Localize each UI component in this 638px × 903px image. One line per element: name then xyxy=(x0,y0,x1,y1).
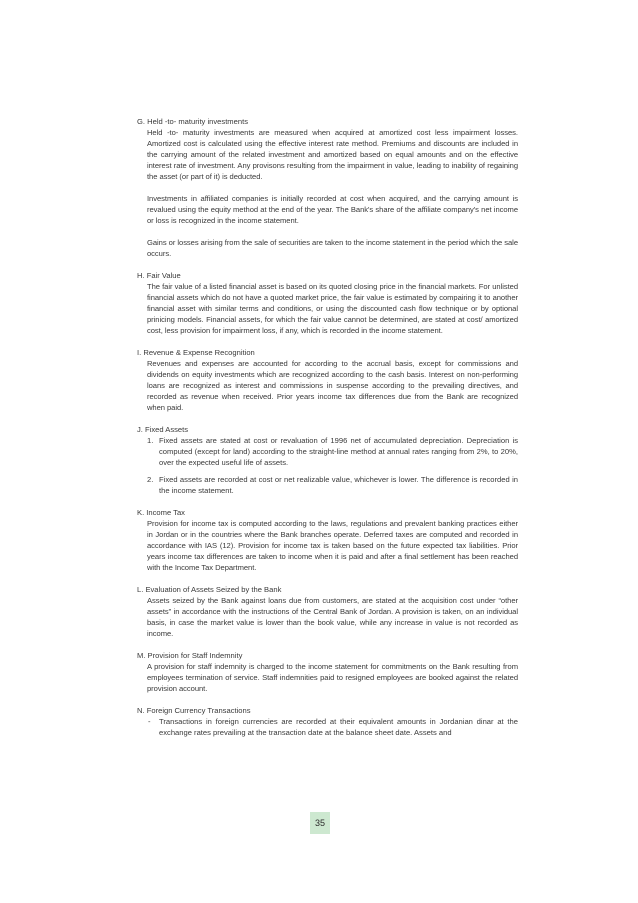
item-number: 1. xyxy=(147,436,154,445)
section-g-paragraph-2: Investments in affiliated companies is initially recorded at cost when acquired, and the carrying amount is revalued using the equity method at the end of the year. The Bank's share of the affiliate company's net income or loss is recognized in the income statement. xyxy=(147,194,518,225)
spacer xyxy=(137,413,518,424)
section-title-g: G. Held -to- maturity investments xyxy=(137,117,248,126)
section-title-j: J. Fixed Assets xyxy=(137,425,189,434)
section-title-h: H. Fair Value xyxy=(137,271,181,280)
section-title-m: M. Provision for Staff Indemnity xyxy=(137,651,243,660)
section-g-paragraph-3: Gains or losses arising from the sale of securities are taken to the income statement in the period which the sale occurs. xyxy=(147,238,518,258)
spacer xyxy=(137,496,518,507)
spacer xyxy=(137,226,518,237)
spacer xyxy=(137,259,518,270)
spacer xyxy=(137,694,518,705)
section-h-paragraph-1: The fair value of a listed financial asset is based on its quoted closing price in the financial markets. For unlisted financial assets which do not have a quoted market price, the fair value is estimated by compairing it to another financial asset with similar terms and conditions, or using the discounted cash flow technique or by optional prinicing models. Financial assets, for which the fair value cannot be determined, are stated at cost/ amortized cost, less provision for impairment loss, if any, which is recorded in the income statement. xyxy=(147,282,518,335)
section-title-k: K. Income Tax xyxy=(137,508,185,517)
page-number: 35 xyxy=(310,812,330,834)
item-text: Transactions in foreign currencies are recorded at their equivalent amounts in Jordanian dinar at the exchange rates prevailing at the transaction date at the balance sheet date. Assets and xyxy=(159,717,518,737)
section-title-i: I. Revenue & Expense Recognition xyxy=(137,348,255,357)
spacer xyxy=(137,336,518,347)
document-body xyxy=(137,116,518,738)
item-text: Fixed assets are recorded at cost or net realizable value, whichever is lower. The difference is recorded in the income statement. xyxy=(159,475,518,495)
dashed-item xyxy=(137,716,518,738)
section-title-n: N. Foreign Currency Transactions xyxy=(137,706,251,715)
numbered-item xyxy=(137,435,518,468)
section-k-paragraph-1: Provision for income tax is computed according to the laws, regulations and prevalent banking practices either in Jordan or in the countries where the Bank branches operate. Deferred taxes are computed and recorded in accordance with IAS (12). Provision for income tax is taken based on the future expected tax liabilities. Prior years income tax differences are taken to income when it is paid and after a final settlement has been reached with the Income Tax Department. xyxy=(147,519,518,572)
section-l-paragraph-1: Assets seized by the Bank against loans due from customers, are stated at the acquisition cost under “other assets” in accordance with the instructions of the Central Bank of Jordan. A provision is taken, on an individual basis, in case the market value is lower than the book value, while any increase in value is not recorded as income. xyxy=(147,596,518,638)
item-text: Fixed assets are stated at cost or revaluation of 1996 net of accumulated depreciation. Depreciation is computed (except for land) according to the straight-line method at annual rates ranging from 2%, to 20%, over the expected useful life of assets. xyxy=(159,436,518,467)
spacer xyxy=(137,182,518,193)
item-number: 2. xyxy=(147,475,154,484)
section-i-paragraph-1: Revenues and expenses are accounted for according to the accrual basis, except for commissions and dividends on equity investments which are recognized according to the cash basis. Interest on non-performing loans are recognized as interest and commissions in suspense according to the prevailing directives, and recorded as revenue when received. Prior years income tax differences due from the Bank are recognized when paid. xyxy=(147,359,518,412)
item-dash: - xyxy=(148,717,151,726)
section-title-l: L. Evaluation of Assets Seized by the Bank xyxy=(137,585,282,594)
spacer xyxy=(137,639,518,650)
spacer xyxy=(137,573,518,584)
numbered-item xyxy=(137,474,518,496)
section-g-paragraph-1: Held -to- maturity investments are measured when acquired at amortized cost less impairment losses. Amortized cost is calculated using the effective interest rate method. Premiums and discounts are included in the carrying amount of the related investment and amortized based on equal amounts and on the effective interest rate of investment. Any provisons resulting from the impairment in value, leading to inability of regaining the asset (or part of it) is deducted. xyxy=(147,128,518,181)
section-m-paragraph-1: A provision for staff indemnity is charged to the income statement for commitments on the Bank resulting from employees termination of service. Staff indemnities paid to resigned employees are booked against the related provision account. xyxy=(147,662,518,693)
